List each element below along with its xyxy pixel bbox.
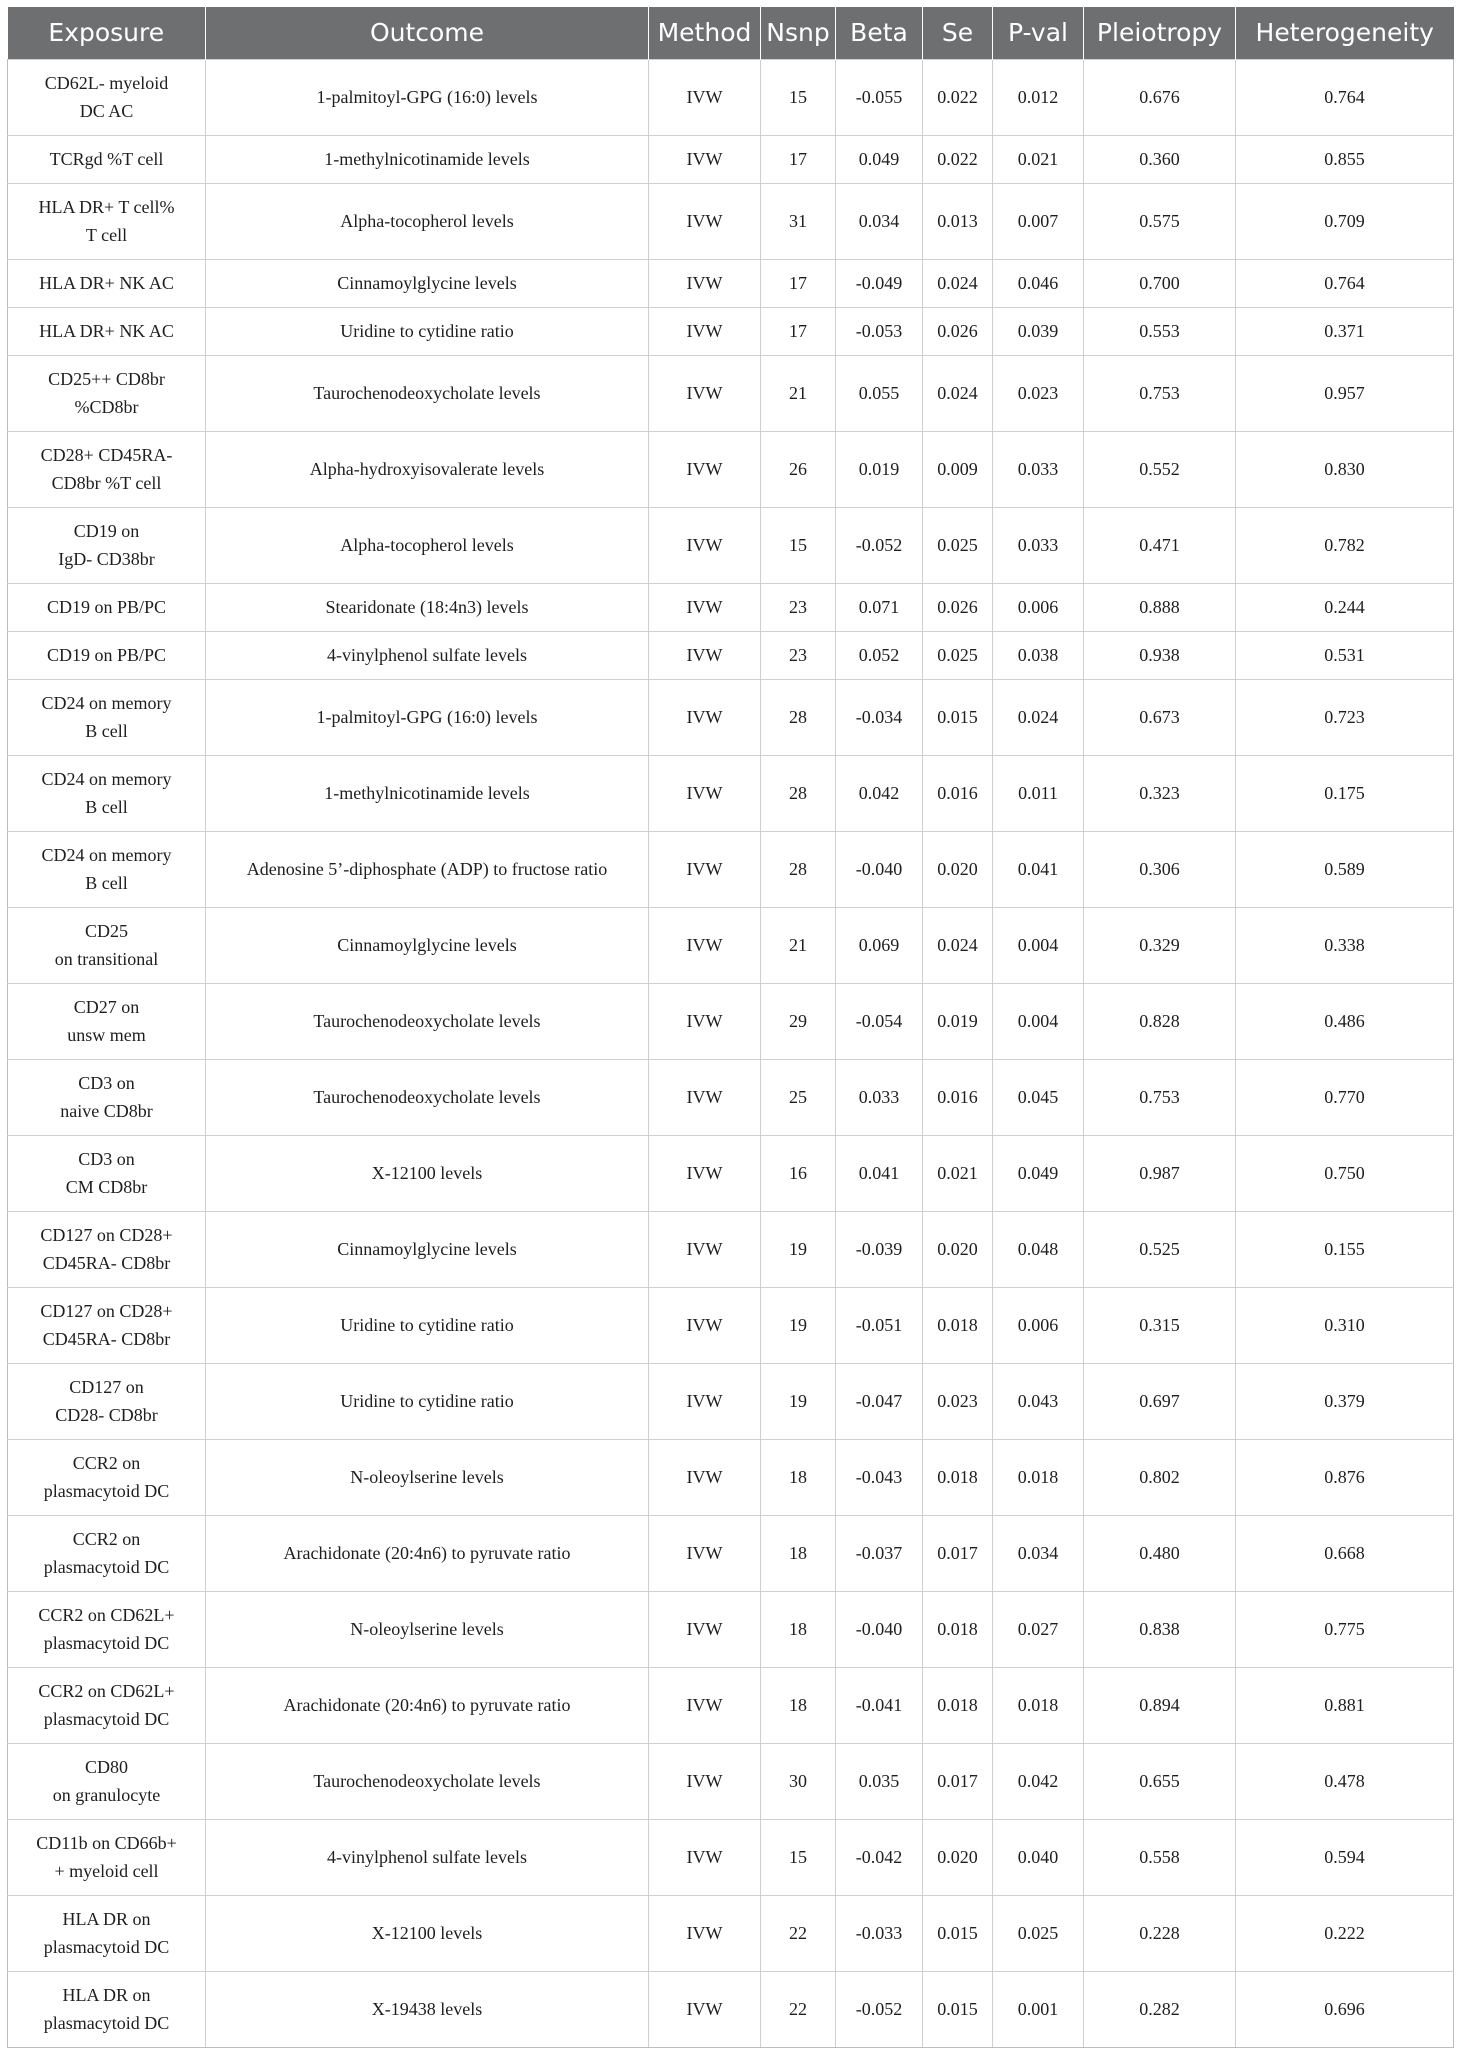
pleiotropy-cell: 0.828: [1084, 983, 1236, 1059]
table-row: [8, 307, 1454, 355]
heterogeneity-cell: 0.709: [1236, 183, 1454, 259]
pleiotropy-cell: 0.673: [1084, 679, 1236, 755]
se-cell: 0.018: [923, 1287, 993, 1363]
se-cell: 0.019: [923, 983, 993, 1059]
exposure-cell: HLA DR on plasmacytoid DC: [8, 1895, 206, 1971]
method-cell: IVW: [649, 755, 761, 831]
method-cell: IVW: [649, 1819, 761, 1895]
beta-cell: -0.033: [836, 1895, 923, 1971]
nsnp-cell: 18: [761, 1591, 836, 1667]
nsnp-cell: 28: [761, 679, 836, 755]
se-cell: 0.013: [923, 183, 993, 259]
se-cell: 0.026: [923, 583, 993, 631]
method-cell: IVW: [649, 907, 761, 983]
table-row: [8, 1363, 1454, 1439]
pleiotropy-cell: 0.987: [1084, 1135, 1236, 1211]
pval-cell: 0.018: [993, 1439, 1084, 1515]
se-cell: 0.022: [923, 59, 993, 135]
pleiotropy-cell: 0.753: [1084, 355, 1236, 431]
heterogeneity-cell: 0.222: [1236, 1895, 1454, 1971]
pleiotropy-cell: 0.558: [1084, 1819, 1236, 1895]
outcome-cell: 1-palmitoyl-GPG (16:0) levels: [206, 59, 649, 135]
exposure-cell: CD24 on memory B cell: [8, 755, 206, 831]
method-cell: IVW: [649, 507, 761, 583]
exposure-cell: CD27 on unsw mem: [8, 983, 206, 1059]
exposure-cell: CD127 on CD28+ CD45RA- CD8br: [8, 1287, 206, 1363]
pval-cell: 0.021: [993, 135, 1084, 183]
heterogeneity-cell: 0.338: [1236, 907, 1454, 983]
exposure-cell: CD25 on transitional: [8, 907, 206, 983]
table-row: [8, 355, 1454, 431]
nsnp-cell: 29: [761, 983, 836, 1059]
method-cell: IVW: [649, 983, 761, 1059]
pleiotropy-cell: 0.360: [1084, 135, 1236, 183]
beta-cell: -0.040: [836, 1591, 923, 1667]
beta-cell: 0.041: [836, 1135, 923, 1211]
heterogeneity-cell: 0.881: [1236, 1667, 1454, 1743]
se-cell: 0.024: [923, 355, 993, 431]
exposure-cell: CCR2 on CD62L+ plasmacytoid DC: [8, 1591, 206, 1667]
table-row: [8, 431, 1454, 507]
column-header-method: Method: [649, 7, 761, 59]
outcome-cell: X-12100 levels: [206, 1895, 649, 1971]
table-row: [8, 259, 1454, 307]
se-cell: 0.021: [923, 1135, 993, 1211]
exposure-cell: HLA DR on plasmacytoid DC: [8, 1971, 206, 2047]
outcome-cell: Uridine to cytidine ratio: [206, 1363, 649, 1439]
pleiotropy-cell: 0.575: [1084, 183, 1236, 259]
table-row: [8, 755, 1454, 831]
header-row: [8, 7, 1454, 59]
method-cell: IVW: [649, 1591, 761, 1667]
heterogeneity-cell: 0.371: [1236, 307, 1454, 355]
method-cell: IVW: [649, 307, 761, 355]
outcome-cell: X-12100 levels: [206, 1135, 649, 1211]
exposure-cell: CD3 on naive CD8br: [8, 1059, 206, 1135]
nsnp-cell: 15: [761, 59, 836, 135]
pval-cell: 0.025: [993, 1895, 1084, 1971]
beta-cell: 0.055: [836, 355, 923, 431]
pval-cell: 0.004: [993, 983, 1084, 1059]
pval-cell: 0.012: [993, 59, 1084, 135]
pleiotropy-cell: 0.894: [1084, 1667, 1236, 1743]
pval-cell: 0.040: [993, 1819, 1084, 1895]
nsnp-cell: 22: [761, 1971, 836, 2047]
beta-cell: -0.052: [836, 507, 923, 583]
outcome-cell: Alpha-hydroxyisovalerate levels: [206, 431, 649, 507]
exposure-cell: CCR2 on plasmacytoid DC: [8, 1439, 206, 1515]
column-header-p-val: P-val: [993, 7, 1084, 59]
heterogeneity-cell: 0.855: [1236, 135, 1454, 183]
nsnp-cell: 16: [761, 1135, 836, 1211]
nsnp-cell: 17: [761, 259, 836, 307]
method-cell: IVW: [649, 59, 761, 135]
heterogeneity-cell: 0.770: [1236, 1059, 1454, 1135]
outcome-cell: N-oleoylserine levels: [206, 1439, 649, 1515]
method-cell: IVW: [649, 1135, 761, 1211]
beta-cell: -0.042: [836, 1819, 923, 1895]
outcome-cell: 4-vinylphenol sulfate levels: [206, 1819, 649, 1895]
heterogeneity-cell: 0.764: [1236, 259, 1454, 307]
outcome-cell: Cinnamoylglycine levels: [206, 1211, 649, 1287]
column-header-outcome: Outcome: [206, 7, 649, 59]
nsnp-cell: 22: [761, 1895, 836, 1971]
pleiotropy-cell: 0.552: [1084, 431, 1236, 507]
outcome-cell: Arachidonate (20:4n6) to pyruvate ratio: [206, 1515, 649, 1591]
exposure-cell: CD62L- myeloid DC AC: [8, 59, 206, 135]
method-cell: IVW: [649, 1363, 761, 1439]
pval-cell: 0.045: [993, 1059, 1084, 1135]
heterogeneity-cell: 0.723: [1236, 679, 1454, 755]
beta-cell: 0.033: [836, 1059, 923, 1135]
exposure-cell: TCRgd %T cell: [8, 135, 206, 183]
heterogeneity-cell: 0.244: [1236, 583, 1454, 631]
heterogeneity-cell: 0.478: [1236, 1743, 1454, 1819]
heterogeneity-cell: 0.310: [1236, 1287, 1454, 1363]
outcome-cell: Cinnamoylglycine levels: [206, 907, 649, 983]
outcome-cell: Alpha-tocopherol levels: [206, 183, 649, 259]
table-row: [8, 631, 1454, 679]
outcome-cell: 1-methylnicotinamide levels: [206, 135, 649, 183]
beta-cell: -0.037: [836, 1515, 923, 1591]
pleiotropy-cell: 0.306: [1084, 831, 1236, 907]
table-row: [8, 135, 1454, 183]
pval-cell: 0.039: [993, 307, 1084, 355]
exposure-cell: CD80 on granulocyte: [8, 1743, 206, 1819]
table-row: [8, 1591, 1454, 1667]
pval-cell: 0.027: [993, 1591, 1084, 1667]
pleiotropy-cell: 0.480: [1084, 1515, 1236, 1591]
beta-cell: 0.019: [836, 431, 923, 507]
pleiotropy-cell: 0.838: [1084, 1591, 1236, 1667]
pval-cell: 0.023: [993, 355, 1084, 431]
pleiotropy-cell: 0.753: [1084, 1059, 1236, 1135]
se-cell: 0.016: [923, 755, 993, 831]
heterogeneity-cell: 0.957: [1236, 355, 1454, 431]
outcome-cell: X-19438 levels: [206, 1971, 649, 2047]
pval-cell: 0.007: [993, 183, 1084, 259]
outcome-cell: Taurochenodeoxycholate levels: [206, 1743, 649, 1819]
nsnp-cell: 17: [761, 307, 836, 355]
nsnp-cell: 18: [761, 1667, 836, 1743]
exposure-cell: CD127 on CD28- CD8br: [8, 1363, 206, 1439]
nsnp-cell: 19: [761, 1287, 836, 1363]
method-cell: IVW: [649, 831, 761, 907]
pleiotropy-cell: 0.323: [1084, 755, 1236, 831]
heterogeneity-cell: 0.696: [1236, 1971, 1454, 2047]
beta-cell: -0.053: [836, 307, 923, 355]
nsnp-cell: 19: [761, 1211, 836, 1287]
heterogeneity-cell: 0.782: [1236, 507, 1454, 583]
nsnp-cell: 18: [761, 1439, 836, 1515]
pval-cell: 0.004: [993, 907, 1084, 983]
nsnp-cell: 25: [761, 1059, 836, 1135]
outcome-cell: 1-palmitoyl-GPG (16:0) levels: [206, 679, 649, 755]
column-header-nsnp: Nsnp: [761, 7, 836, 59]
exposure-cell: CD19 on PB/PC: [8, 631, 206, 679]
heterogeneity-cell: 0.531: [1236, 631, 1454, 679]
exposure-cell: HLA DR+ NK AC: [8, 259, 206, 307]
column-header-pleiotropy: Pleiotropy: [1084, 7, 1236, 59]
table-row: [8, 1135, 1454, 1211]
beta-cell: -0.055: [836, 59, 923, 135]
pleiotropy-cell: 0.315: [1084, 1287, 1236, 1363]
table-row: [8, 183, 1454, 259]
pleiotropy-cell: 0.471: [1084, 507, 1236, 583]
method-cell: IVW: [649, 1059, 761, 1135]
method-cell: IVW: [649, 1515, 761, 1591]
beta-cell: 0.035: [836, 1743, 923, 1819]
column-header-heterogeneity: Heterogeneity: [1236, 7, 1454, 59]
beta-cell: 0.069: [836, 907, 923, 983]
exposure-cell: HLA DR+ T cell% T cell: [8, 183, 206, 259]
pval-cell: 0.006: [993, 583, 1084, 631]
beta-cell: -0.054: [836, 983, 923, 1059]
method-cell: IVW: [649, 1287, 761, 1363]
outcome-cell: Taurochenodeoxycholate levels: [206, 983, 649, 1059]
pleiotropy-cell: 0.329: [1084, 907, 1236, 983]
se-cell: 0.018: [923, 1439, 993, 1515]
heterogeneity-cell: 0.750: [1236, 1135, 1454, 1211]
heterogeneity-cell: 0.589: [1236, 831, 1454, 907]
exposure-cell: CD127 on CD28+ CD45RA- CD8br: [8, 1211, 206, 1287]
table-row: [8, 983, 1454, 1059]
table-row: [8, 1515, 1454, 1591]
exposure-cell: CCR2 on plasmacytoid DC: [8, 1515, 206, 1591]
beta-cell: 0.071: [836, 583, 923, 631]
se-cell: 0.017: [923, 1743, 993, 1819]
method-cell: IVW: [649, 183, 761, 259]
pleiotropy-cell: 0.525: [1084, 1211, 1236, 1287]
se-cell: 0.024: [923, 907, 993, 983]
method-cell: IVW: [649, 1971, 761, 2047]
method-cell: IVW: [649, 631, 761, 679]
method-cell: IVW: [649, 1743, 761, 1819]
method-cell: IVW: [649, 1895, 761, 1971]
outcome-cell: Cinnamoylglycine levels: [206, 259, 649, 307]
exposure-cell: CD19 on IgD- CD38br: [8, 507, 206, 583]
method-cell: IVW: [649, 679, 761, 755]
se-cell: 0.015: [923, 1971, 993, 2047]
pleiotropy-cell: 0.697: [1084, 1363, 1236, 1439]
beta-cell: -0.043: [836, 1439, 923, 1515]
se-cell: 0.020: [923, 831, 993, 907]
table-row: [8, 1743, 1454, 1819]
heterogeneity-cell: 0.764: [1236, 59, 1454, 135]
exposure-cell: CD28+ CD45RA- CD8br %T cell: [8, 431, 206, 507]
outcome-cell: Uridine to cytidine ratio: [206, 307, 649, 355]
nsnp-cell: 23: [761, 631, 836, 679]
se-cell: 0.020: [923, 1211, 993, 1287]
table-row: [8, 1211, 1454, 1287]
exposure-cell: CD25++ CD8br %CD8br: [8, 355, 206, 431]
results-table: [7, 7, 1454, 2048]
nsnp-cell: 28: [761, 831, 836, 907]
table-row: [8, 679, 1454, 755]
pval-cell: 0.024: [993, 679, 1084, 755]
table-row: [8, 507, 1454, 583]
exposure-cell: CD19 on PB/PC: [8, 583, 206, 631]
se-cell: 0.009: [923, 431, 993, 507]
pval-cell: 0.006: [993, 1287, 1084, 1363]
nsnp-cell: 19: [761, 1363, 836, 1439]
method-cell: IVW: [649, 1211, 761, 1287]
heterogeneity-cell: 0.594: [1236, 1819, 1454, 1895]
method-cell: IVW: [649, 1667, 761, 1743]
method-cell: IVW: [649, 583, 761, 631]
se-cell: 0.017: [923, 1515, 993, 1591]
pleiotropy-cell: 0.700: [1084, 259, 1236, 307]
outcome-cell: Adenosine 5’-diphosphate (ADP) to fructose ratio: [206, 831, 649, 907]
pleiotropy-cell: 0.676: [1084, 59, 1236, 135]
exposure-cell: CD24 on memory B cell: [8, 831, 206, 907]
nsnp-cell: 15: [761, 1819, 836, 1895]
se-cell: 0.018: [923, 1667, 993, 1743]
exposure-cell: HLA DR+ NK AC: [8, 307, 206, 355]
se-cell: 0.026: [923, 307, 993, 355]
nsnp-cell: 28: [761, 755, 836, 831]
pleiotropy-cell: 0.553: [1084, 307, 1236, 355]
heterogeneity-cell: 0.486: [1236, 983, 1454, 1059]
se-cell: 0.016: [923, 1059, 993, 1135]
nsnp-cell: 21: [761, 907, 836, 983]
se-cell: 0.025: [923, 631, 993, 679]
se-cell: 0.023: [923, 1363, 993, 1439]
heterogeneity-cell: 0.830: [1236, 431, 1454, 507]
nsnp-cell: 15: [761, 507, 836, 583]
pval-cell: 0.049: [993, 1135, 1084, 1211]
outcome-cell: Arachidonate (20:4n6) to pyruvate ratio: [206, 1667, 649, 1743]
outcome-cell: 1-methylnicotinamide levels: [206, 755, 649, 831]
method-cell: IVW: [649, 135, 761, 183]
column-header-beta: Beta: [836, 7, 923, 59]
outcome-cell: N-oleoylserine levels: [206, 1591, 649, 1667]
table-row: [8, 1819, 1454, 1895]
pval-cell: 0.001: [993, 1971, 1084, 2047]
pleiotropy-cell: 0.888: [1084, 583, 1236, 631]
table-row: [8, 831, 1454, 907]
beta-cell: -0.039: [836, 1211, 923, 1287]
se-cell: 0.022: [923, 135, 993, 183]
beta-cell: -0.051: [836, 1287, 923, 1363]
exposure-cell: CCR2 on CD62L+ plasmacytoid DC: [8, 1667, 206, 1743]
nsnp-cell: 17: [761, 135, 836, 183]
se-cell: 0.025: [923, 507, 993, 583]
beta-cell: -0.052: [836, 1971, 923, 2047]
beta-cell: -0.041: [836, 1667, 923, 1743]
beta-cell: -0.040: [836, 831, 923, 907]
exposure-cell: CD3 on CM CD8br: [8, 1135, 206, 1211]
se-cell: 0.020: [923, 1819, 993, 1895]
se-cell: 0.015: [923, 1895, 993, 1971]
nsnp-cell: 26: [761, 431, 836, 507]
column-header-se: Se: [923, 7, 993, 59]
beta-cell: -0.049: [836, 259, 923, 307]
table-row: [8, 1667, 1454, 1743]
pleiotropy-cell: 0.655: [1084, 1743, 1236, 1819]
method-cell: IVW: [649, 259, 761, 307]
pleiotropy-cell: 0.282: [1084, 1971, 1236, 2047]
pval-cell: 0.043: [993, 1363, 1084, 1439]
pval-cell: 0.046: [993, 259, 1084, 307]
heterogeneity-cell: 0.668: [1236, 1515, 1454, 1591]
table-row: [8, 1287, 1454, 1363]
outcome-cell: Stearidonate (18:4n3) levels: [206, 583, 649, 631]
pval-cell: 0.048: [993, 1211, 1084, 1287]
beta-cell: -0.034: [836, 679, 923, 755]
method-cell: IVW: [649, 431, 761, 507]
table-row: [8, 1439, 1454, 1515]
table-row: [8, 1895, 1454, 1971]
table-row: [8, 583, 1454, 631]
table-row: [8, 907, 1454, 983]
pval-cell: 0.018: [993, 1667, 1084, 1743]
nsnp-cell: 23: [761, 583, 836, 631]
outcome-cell: Taurochenodeoxycholate levels: [206, 1059, 649, 1135]
pval-cell: 0.011: [993, 755, 1084, 831]
pval-cell: 0.041: [993, 831, 1084, 907]
outcome-cell: Taurochenodeoxycholate levels: [206, 355, 649, 431]
heterogeneity-cell: 0.379: [1236, 1363, 1454, 1439]
nsnp-cell: 30: [761, 1743, 836, 1819]
pval-cell: 0.042: [993, 1743, 1084, 1819]
method-cell: IVW: [649, 1439, 761, 1515]
outcome-cell: Alpha-tocopherol levels: [206, 507, 649, 583]
outcome-cell: 4-vinylphenol sulfate levels: [206, 631, 649, 679]
column-header-exposure: Exposure: [8, 7, 206, 59]
table-header: [8, 7, 1454, 59]
heterogeneity-cell: 0.876: [1236, 1439, 1454, 1515]
pval-cell: 0.033: [993, 507, 1084, 583]
se-cell: 0.015: [923, 679, 993, 755]
exposure-cell: CD24 on memory B cell: [8, 679, 206, 755]
table-row: [8, 59, 1454, 135]
table-row: [8, 1059, 1454, 1135]
nsnp-cell: 18: [761, 1515, 836, 1591]
se-cell: 0.024: [923, 259, 993, 307]
pval-cell: 0.038: [993, 631, 1084, 679]
outcome-cell: Uridine to cytidine ratio: [206, 1287, 649, 1363]
heterogeneity-cell: 0.775: [1236, 1591, 1454, 1667]
nsnp-cell: 21: [761, 355, 836, 431]
beta-cell: 0.034: [836, 183, 923, 259]
pleiotropy-cell: 0.938: [1084, 631, 1236, 679]
table-body: [8, 59, 1454, 2048]
pleiotropy-cell: 0.802: [1084, 1439, 1236, 1515]
exposure-cell: CD11b on CD66b+ + myeloid cell: [8, 1819, 206, 1895]
nsnp-cell: 31: [761, 183, 836, 259]
table-row: [8, 1971, 1454, 2047]
heterogeneity-cell: 0.155: [1236, 1211, 1454, 1287]
pval-cell: 0.034: [993, 1515, 1084, 1591]
beta-cell: 0.049: [836, 135, 923, 183]
pleiotropy-cell: 0.228: [1084, 1895, 1236, 1971]
beta-cell: 0.052: [836, 631, 923, 679]
se-cell: 0.018: [923, 1591, 993, 1667]
beta-cell: 0.042: [836, 755, 923, 831]
pval-cell: 0.033: [993, 431, 1084, 507]
method-cell: IVW: [649, 355, 761, 431]
beta-cell: -0.047: [836, 1363, 923, 1439]
heterogeneity-cell: 0.175: [1236, 755, 1454, 831]
